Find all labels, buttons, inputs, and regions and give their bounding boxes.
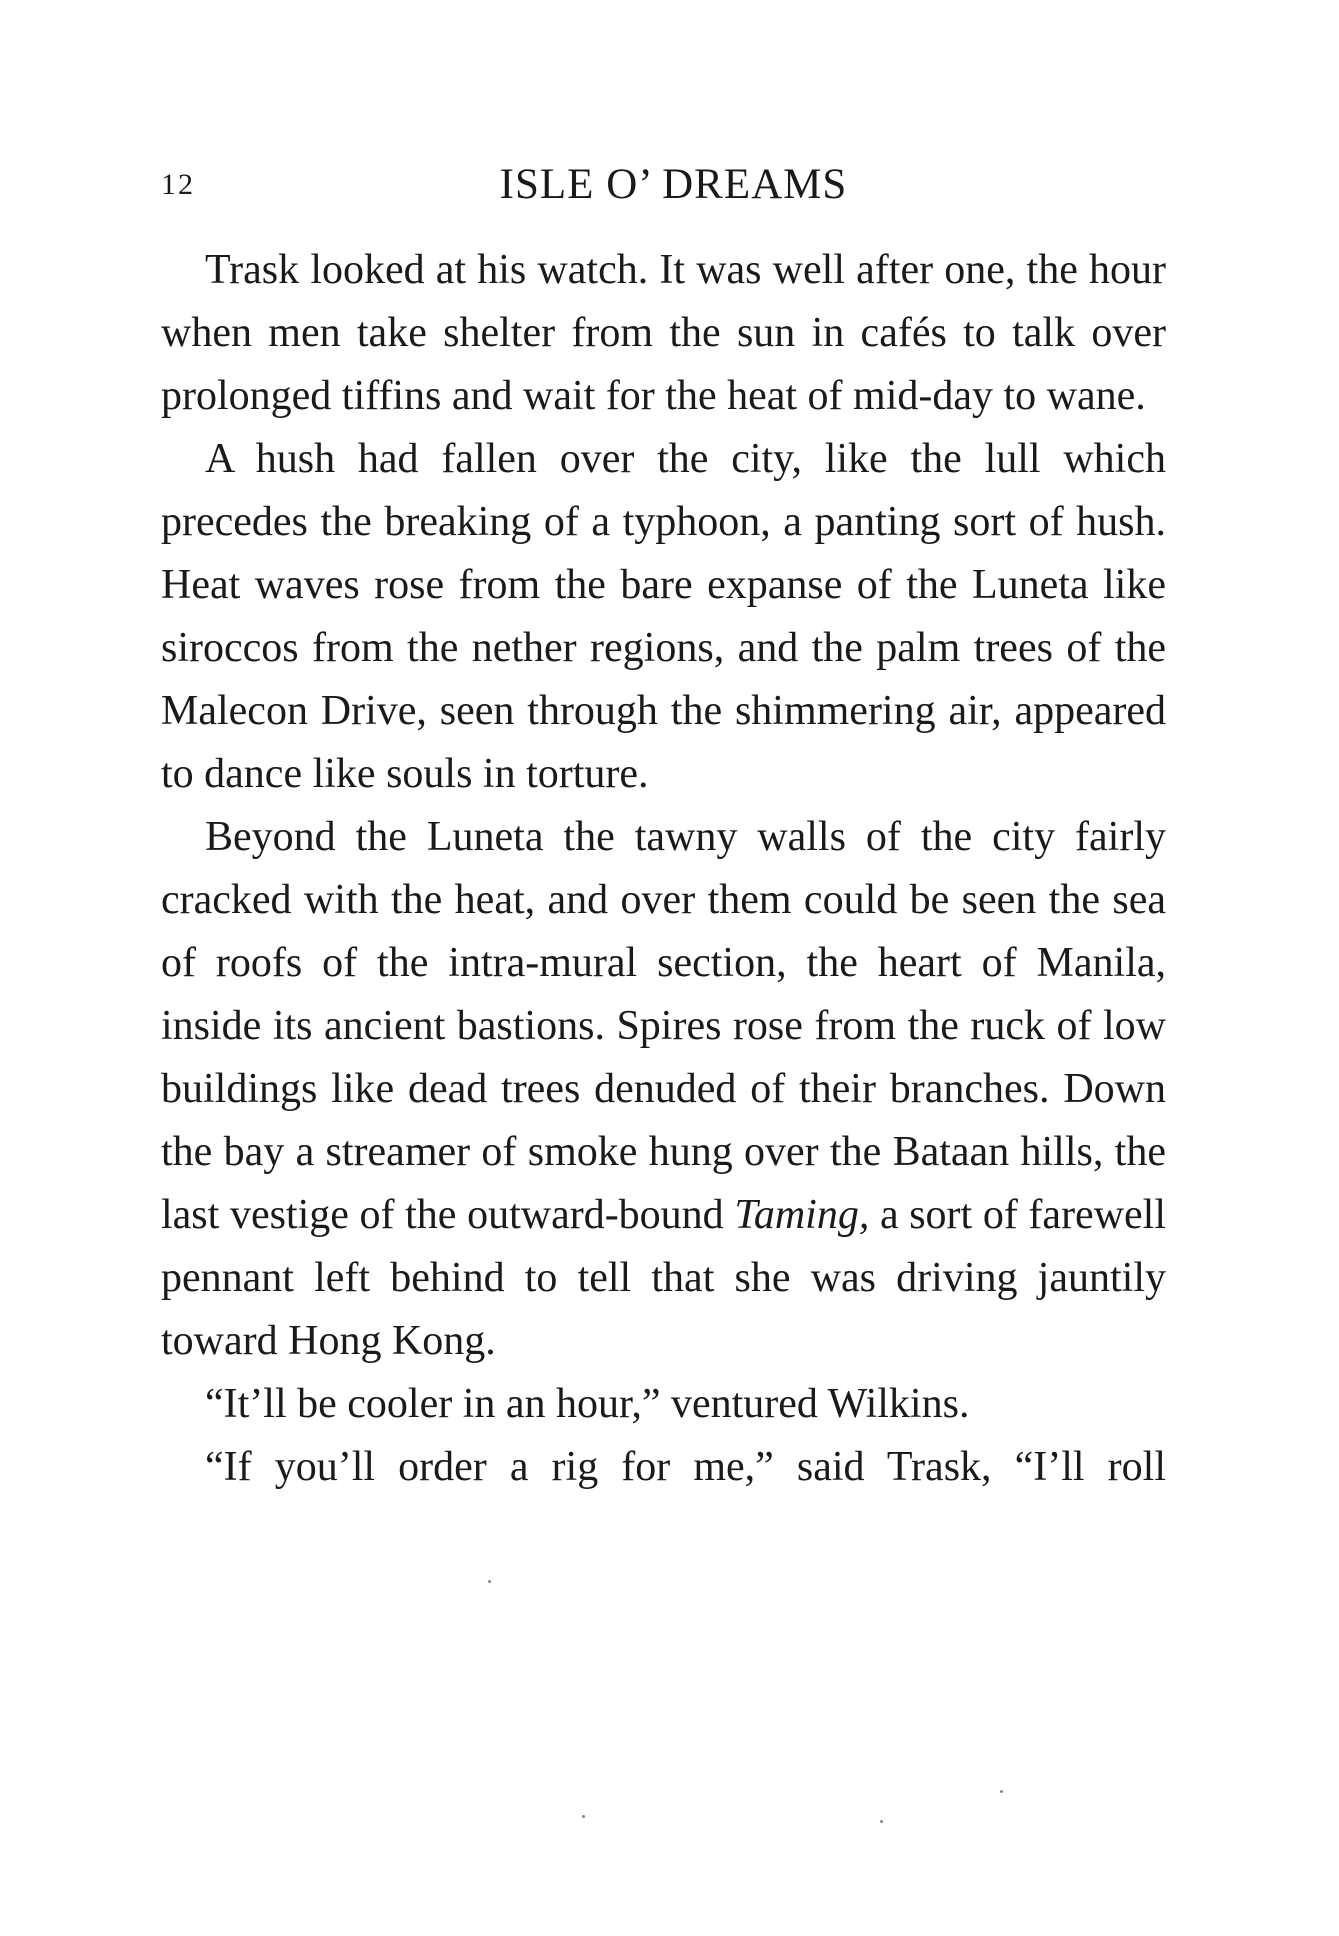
running-head bbox=[161, 160, 1166, 220]
page-number: 12 bbox=[161, 168, 195, 201]
book-title: ISLE O’ DREAMS bbox=[499, 161, 848, 208]
paragraph: A hush had fallen over the city, like the lull which precedes the breaking of a typhoon, a panting sort of hush. Heat waves rose from the bare expanse of the Luneta like siroccos from the nether regions, and the palm trees of the Malecon Drive, seen through the shimmering air, appeared to dance like souls in torture. bbox=[161, 436, 1166, 797]
scan-speck bbox=[1000, 1790, 1003, 1793]
paragraph: Trask looked at his watch. It was well after one, the hour when men take shelter from the sun in cafés to talk over prolonged tiffins and wait for the heat of mid-day to wane. bbox=[161, 247, 1166, 419]
ship-name-italic: Taming, bbox=[734, 1192, 870, 1238]
scan-speck bbox=[582, 1815, 585, 1818]
scan-speck bbox=[880, 1820, 883, 1823]
paragraph: “It’ll be cooler in an hour,” ventured Wilkins. bbox=[205, 1381, 970, 1427]
paragraph-text: Beyond the Luneta the tawny walls of the city fairly cracked with the heat, and over them could be seen the sea of roofs of the intra-mural section, the heart of Manila, inside its ancient bastions. Spires rose from the ruck of low buildings like dead trees denuded of their branches. Down the bay a streamer of smoke hung over the Bataan hills, the last vestige of the outward-bound bbox=[161, 814, 1166, 1238]
scan-speck bbox=[488, 1580, 491, 1583]
paragraph: “If you’ll order a rig for me,” said Trask, “I’ll roll bbox=[205, 1444, 1166, 1490]
paragraph-text: a sort of farewell pennant left behind to tell that she was driving jauntily toward Hong Kong. bbox=[161, 1192, 1167, 1364]
paragraph bbox=[161, 806, 1166, 1373]
body-text bbox=[161, 239, 1166, 1499]
